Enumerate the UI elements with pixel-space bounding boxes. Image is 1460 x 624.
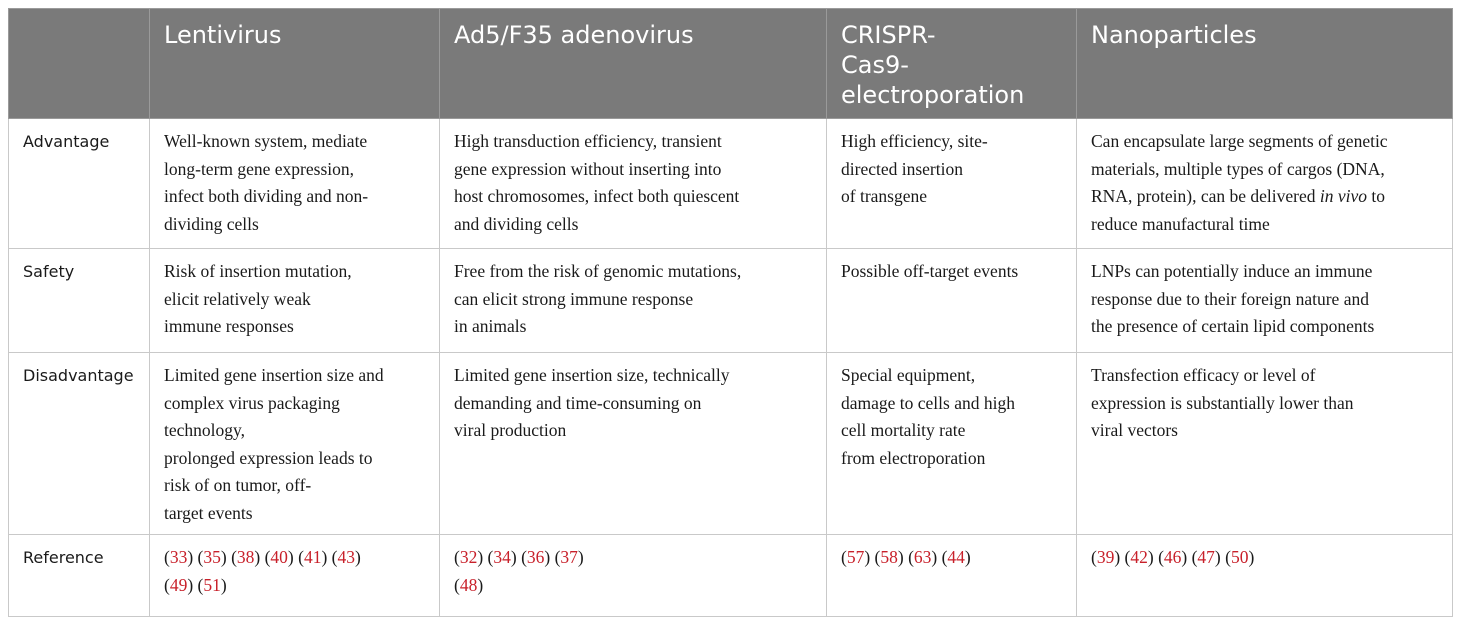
cell-reference-crispr	[827, 535, 1077, 617]
row-label-reference: Reference	[9, 535, 150, 617]
cell-safety-lentivirus	[150, 249, 440, 353]
reference-citation[interactable]: (43)	[331, 547, 361, 567]
cell-line: prolonged expression leads to	[164, 447, 373, 468]
cell-line: gene expression without inserting into	[454, 158, 722, 179]
cell-reference-lentivirus	[150, 535, 440, 617]
cell-line: materials, multiple types of cargos (DNA,	[1091, 158, 1385, 179]
reference-citation[interactable]: (44)	[941, 547, 971, 567]
cell-line: of transgene	[841, 186, 928, 206]
cell-line: expression is substantially lower than	[1091, 392, 1354, 413]
ref-line	[164, 572, 425, 600]
reference-link[interactable]: 63	[913, 547, 932, 567]
header-row	[9, 9, 1453, 119]
cell-line: infect both dividing and non-	[164, 186, 369, 206]
cell-line: in animals	[454, 316, 527, 336]
reference-citation[interactable]: (57)	[841, 547, 871, 567]
cell-line: Free from the risk of genomic mutations,	[454, 261, 742, 281]
reference-link[interactable]: 58	[880, 547, 898, 567]
cell-text: RNA, protein), can be delivered	[1091, 186, 1320, 206]
cell-disadvantage-nanoparticles	[1077, 353, 1453, 535]
reference-citation[interactable]: (37)	[554, 547, 584, 567]
header-adenovirus: Ad5/F35 adenovirus	[440, 9, 827, 119]
reference-link[interactable]: 33	[169, 547, 188, 567]
cell-advantage-lentivirus	[150, 119, 440, 249]
header-lentivirus: Lentivirus	[150, 9, 440, 119]
reference-link[interactable]: 46	[1163, 547, 1182, 567]
row-label-safety: Safety	[9, 249, 150, 353]
reference-citation[interactable]: (35)	[197, 547, 227, 567]
cell-line: target events	[164, 502, 253, 523]
cell-advantage-nanoparticles	[1077, 119, 1453, 249]
cell-line: Limited gene insertion size and	[164, 365, 384, 385]
reference-citation[interactable]: (38)	[231, 547, 261, 567]
ref-line	[1091, 544, 1438, 572]
header-nanoparticles: Nanoparticles	[1077, 9, 1453, 119]
cell-line: host chromosomes, infect both quiescent	[454, 186, 740, 206]
reference-citation[interactable]: (42)	[1124, 547, 1154, 567]
cell-disadvantage-crispr	[827, 353, 1077, 535]
reference-citation[interactable]: (32)	[454, 547, 484, 567]
cell-line: Limited gene insertion size, technically	[454, 365, 730, 385]
cell-safety-adenovirus	[440, 249, 827, 353]
reference-link[interactable]: 40	[270, 547, 288, 567]
reference-link[interactable]: 38	[236, 547, 255, 567]
cell-line: High efficiency, site-	[841, 131, 988, 151]
reference-link[interactable]: 49	[169, 574, 188, 595]
reference-citation[interactable]: (39)	[1091, 547, 1121, 567]
cell-disadvantage-adenovirus	[440, 353, 827, 535]
cell-line: Well-known system, mediate	[164, 131, 368, 151]
cell-line: immune responses	[164, 316, 294, 336]
reference-citation[interactable]: (33)	[164, 547, 194, 567]
cell-line: complex virus packaging	[164, 392, 340, 413]
reference-citation[interactable]: (50)	[1225, 547, 1255, 567]
header-crispr-line: electroporation	[841, 81, 1025, 109]
cell-line: High transduction efficiency, transient	[454, 131, 722, 151]
cell-italic-text: in vivo	[1319, 186, 1368, 206]
reference-link[interactable]: 57	[846, 547, 865, 567]
reference-link[interactable]: 50	[1230, 547, 1249, 567]
reference-citation[interactable]: (47)	[1191, 547, 1221, 567]
ref-line	[841, 544, 1062, 572]
cell-line: the presence of certain lipid components	[1091, 316, 1375, 336]
cell-line: Risk of insertion mutation,	[164, 261, 352, 281]
cell-safety-crispr	[827, 249, 1077, 353]
header-crispr	[827, 9, 1077, 119]
reference-link[interactable]: 35	[203, 547, 221, 567]
cell-line: Possible off-target events	[841, 261, 1019, 281]
cell-line: viral production	[454, 420, 567, 440]
comparison-table	[8, 8, 1453, 617]
ref-line	[454, 572, 812, 600]
reference-citation[interactable]: (51)	[197, 574, 227, 595]
reference-link[interactable]: 39	[1096, 547, 1115, 567]
reference-link[interactable]: 42	[1130, 547, 1148, 567]
reference-citation[interactable]: (58)	[874, 547, 904, 567]
cell-line: response due to their foreign nature and	[1091, 288, 1369, 309]
cell-line: Special equipment,	[841, 365, 976, 385]
cell-line: technology,	[164, 420, 245, 440]
reference-link[interactable]: 44	[947, 547, 965, 567]
cell-line: LNPs can potentially induce an immune	[1091, 261, 1373, 281]
header-corner	[9, 9, 150, 119]
cell-line: from electroporation	[841, 447, 986, 468]
reference-link[interactable]: 36	[526, 547, 545, 567]
row-reference	[9, 535, 1453, 617]
row-disadvantage	[9, 353, 1453, 535]
cell-line: directed insertion	[841, 158, 963, 179]
reference-link[interactable]: 41	[303, 547, 322, 567]
cell-line: Transfection efficacy or level of	[1091, 365, 1316, 385]
reference-citation[interactable]: (36)	[521, 547, 551, 567]
row-safety	[9, 249, 1453, 353]
cell-line: long-term gene expression,	[164, 158, 355, 179]
reference-citation[interactable]: (40)	[264, 547, 294, 567]
header-crispr-line: Cas9-	[841, 51, 909, 79]
row-advantage	[9, 119, 1453, 249]
cell-line: reduce manufactural time	[1091, 213, 1270, 234]
cell-line: Can encapsulate large segments of genetic	[1091, 131, 1388, 151]
ref-line	[164, 544, 425, 572]
reference-citation[interactable]: (63)	[908, 547, 938, 567]
reference-link[interactable]: 34	[493, 547, 511, 567]
row-label-advantage: Advantage	[9, 119, 150, 249]
reference-link[interactable]: 43	[337, 547, 355, 567]
reference-link[interactable]: 51	[203, 574, 221, 595]
reference-citation[interactable]: (48)	[454, 574, 484, 595]
cell-line: can elicit strong immune response	[454, 288, 694, 309]
reference-citation[interactable]: (34)	[487, 547, 517, 567]
ref-line	[454, 544, 812, 572]
cell-line	[1091, 183, 1438, 211]
reference-citation[interactable]: (41)	[298, 547, 328, 567]
cell-line: risk of on tumor, off-	[164, 475, 312, 495]
cell-text: to	[1367, 186, 1386, 206]
cell-line: viral vectors	[1091, 420, 1178, 440]
reference-citation[interactable]: (49)	[164, 574, 194, 595]
cell-advantage-crispr	[827, 119, 1077, 249]
cell-disadvantage-lentivirus	[150, 353, 440, 535]
reference-link[interactable]: 37	[560, 547, 578, 567]
cell-safety-nanoparticles	[1077, 249, 1453, 353]
reference-link[interactable]: 48	[459, 574, 478, 595]
cell-reference-adenovirus	[440, 535, 827, 617]
cell-reference-nanoparticles	[1077, 535, 1453, 617]
cell-line: elicit relatively weak	[164, 288, 311, 309]
header-crispr-line: CRISPR-	[841, 21, 936, 49]
cell-line: demanding and time-consuming on	[454, 392, 702, 413]
reference-link[interactable]: 32	[459, 547, 478, 567]
reference-link[interactable]: 47	[1197, 547, 1215, 567]
cell-line: and dividing cells	[454, 213, 579, 234]
row-label-disadvantage: Disadvantage	[9, 353, 150, 535]
cell-line: dividing cells	[164, 213, 259, 234]
reference-citation[interactable]: (46)	[1158, 547, 1188, 567]
cell-line: damage to cells and high	[841, 392, 1015, 413]
cell-line: cell mortality rate	[841, 420, 966, 440]
cell-advantage-adenovirus	[440, 119, 827, 249]
